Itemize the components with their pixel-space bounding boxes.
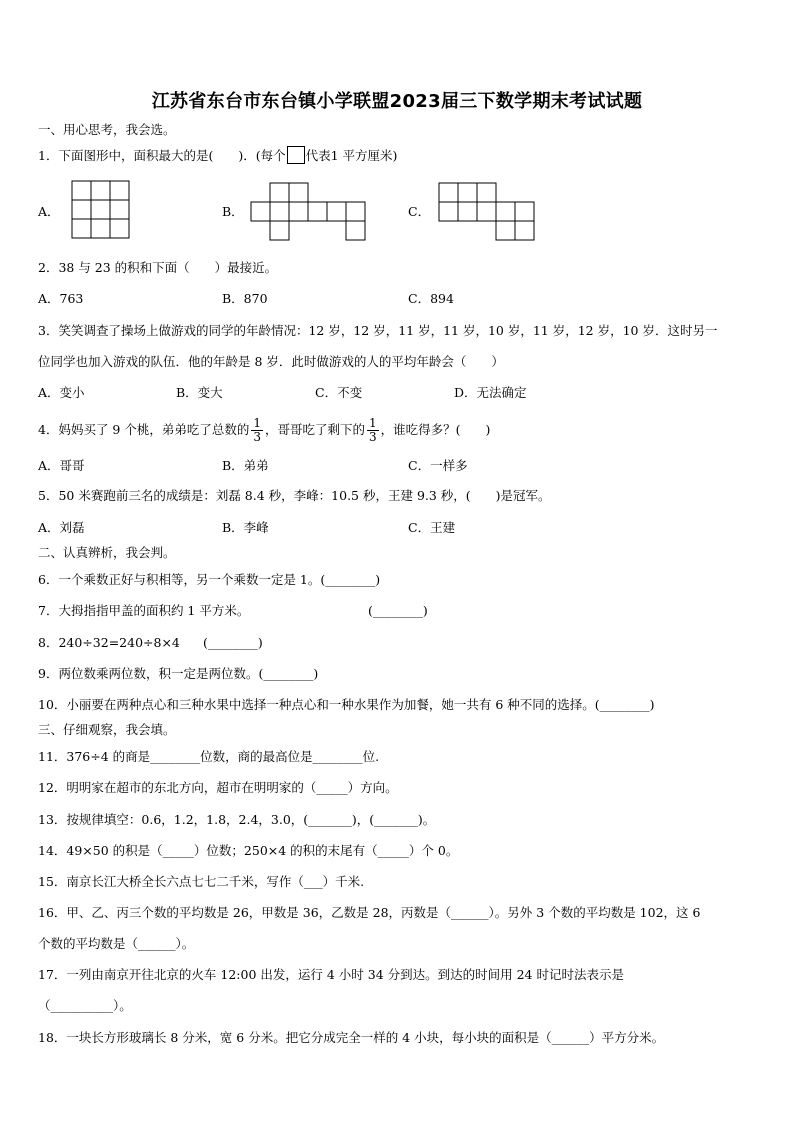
fraction-numerator: 1	[253, 416, 261, 430]
question-1	[38, 146, 397, 164]
question-3-line-2: 位同学也加入游戏的队伍．他的年龄是 8 岁．此时做游戏的人的平均年龄会（ ）	[38, 354, 504, 369]
q2-option-a: A．763	[38, 291, 84, 306]
question-15: 15．南京长江大桥全长六点七七二千米，写作（___）千米.	[38, 874, 365, 889]
question-9: 9．两位数乘两位数，积一定是两位数。(________)	[38, 666, 319, 681]
grid-cell	[439, 183, 458, 202]
question-7-blank: (________)	[368, 603, 428, 618]
grid-cell	[289, 202, 308, 221]
q4-option-b: B．弟弟	[222, 458, 269, 473]
q5-option-b: B．李峰	[222, 520, 269, 535]
q3-option-c: C．不变	[315, 385, 363, 400]
question-3-line-1: 3．笑笑调查了操场上做游戏的同学的年龄情况：12 岁，12 岁，11 岁，11 岁，10 岁，11 岁，12 岁，10 岁．这时另一	[38, 323, 718, 338]
q3-option-d: D．无法确定	[454, 385, 527, 400]
fraction-denominator: 3	[369, 430, 377, 444]
question-1-unit-note: 代表1 平方厘米)	[305, 148, 398, 163]
grid-cell	[458, 202, 477, 221]
question-16-line-2: 个数的平均数是（______）。	[38, 936, 195, 951]
question-4-text-2: ，哥哥吃了剩下的	[265, 422, 366, 437]
grid-cell	[496, 221, 515, 240]
fraction-denominator: 3	[253, 430, 261, 444]
question-8: 8．240÷32=240÷8×4	[38, 635, 180, 650]
grid-cell	[251, 202, 270, 221]
q2-option-c: C．894	[408, 291, 454, 306]
grid-cell	[346, 221, 365, 240]
grid-cell	[439, 202, 458, 221]
q5-option-c: C．王建	[408, 520, 456, 535]
fraction-one-third	[367, 417, 379, 444]
q4-option-a: A．哥哥	[38, 458, 85, 473]
question-4	[38, 414, 490, 446]
question-6: 6．一个乘数正好与积相等，另一个乘数一定是 1。(________)	[38, 572, 381, 587]
q1-option-a-figure	[71, 180, 131, 240]
grid-cell	[270, 202, 289, 221]
section-heading-3: 三、仔细观察，我会填。	[38, 722, 176, 737]
section-heading-2: 二、认真辨析，我会判。	[38, 545, 176, 560]
q4-option-c: C．一样多	[408, 458, 468, 473]
question-11: 11．376÷4 的商是________位数，商的最高位是________位.	[38, 749, 380, 764]
grid-cell	[477, 183, 496, 202]
question-17-line-2: （__________）。	[38, 998, 132, 1013]
grid-cell	[515, 221, 534, 240]
q1-option-c-figure	[438, 182, 536, 242]
grid-cell	[72, 219, 91, 238]
question-13: 13．按规律填空：0.6，1.2，1.8，2.4，3.0，(_______)，(_______)。	[38, 812, 436, 827]
question-2: 2．38 与 23 的积和下面（ ）最接近。	[38, 260, 278, 275]
q1-option-b-label: B．	[222, 204, 244, 219]
q1-option-b-figure	[250, 182, 368, 242]
question-8-blank: (________)	[203, 635, 263, 650]
question-12: 12．明明家在超市的东北方向，超市在明明家的（_____）方向。	[38, 780, 398, 795]
grid-cell	[72, 181, 91, 200]
grid-cell	[327, 202, 346, 221]
q2-option-b: B．870	[222, 291, 268, 306]
grid-cell	[270, 183, 289, 202]
question-5: 5．50 米赛跑前三名的成绩是：刘磊 8.4 秒，李峰：10.5 秒，王建 9.3 秒，( )是冠军。	[38, 488, 551, 503]
question-16-line-1: 16．甲、乙、丙三个数的平均数是 26，甲数是 36，乙数是 28，丙数是（______）。另外 3 个数的平均数是 102，这 6	[38, 905, 701, 920]
question-1-text: 1．下面图形中，面积最大的是( )．(每个	[38, 148, 286, 163]
question-17-line-1: 17．一列由南京开往北京的火车 12:00 出发，运行 4 小时 34 分到达。到达的时间用 24 时记时法表示是	[38, 967, 624, 982]
q1-option-c-label: C．	[408, 204, 431, 219]
page-title: 江苏省东台市东台镇小学联盟2023届三下数学期末考试试题	[151, 91, 643, 112]
section-heading-1: 一、用心思考，我会选。	[38, 122, 176, 137]
q3-option-b: B．变大	[176, 385, 223, 400]
grid-cell	[308, 202, 327, 221]
grid-cell	[270, 221, 289, 240]
q1-option-a-label: A．	[38, 204, 60, 219]
fraction-numerator: 1	[369, 416, 377, 430]
question-7: 7．大拇指指甲盖的面积约 1 平方米。	[38, 603, 250, 618]
grid-cell	[515, 202, 534, 221]
grid-cell	[110, 181, 129, 200]
grid-cell	[477, 202, 496, 221]
question-4-text-3: ，谁吃得多？( )	[380, 422, 491, 437]
grid-cell	[91, 181, 110, 200]
grid-cell	[91, 219, 110, 238]
grid-cell	[110, 219, 129, 238]
question-14: 14．49×50 的积是（_____）位数；250×4 的积的末尾有（_____）个 0。	[38, 843, 459, 858]
question-18: 18．一块长方形玻璃长 8 分米，宽 6 分米。把它分成完全一样的 4 小块，每小块的面积是（______）平方分米。	[38, 1030, 665, 1045]
question-4-text-1: 4．妈妈买了 9 个桃，弟弟吃了总数的	[38, 422, 250, 437]
q5-option-a: A．刘磊	[38, 520, 85, 535]
grid-cell	[110, 200, 129, 219]
grid-cell	[289, 183, 308, 202]
unit-square-icon	[287, 146, 305, 164]
grid-cell	[458, 183, 477, 202]
grid-cell	[91, 200, 110, 219]
q3-option-a: A．变小	[38, 385, 85, 400]
grid-cell	[72, 200, 91, 219]
question-10: 10．小丽要在两种点心和三种水果中选择一种点心和一种水果作为加餐，她一共有 6 种不同的选择。(________)	[38, 697, 655, 712]
grid-cell	[346, 202, 365, 221]
grid-cell	[496, 202, 515, 221]
fraction-one-third	[251, 417, 263, 444]
